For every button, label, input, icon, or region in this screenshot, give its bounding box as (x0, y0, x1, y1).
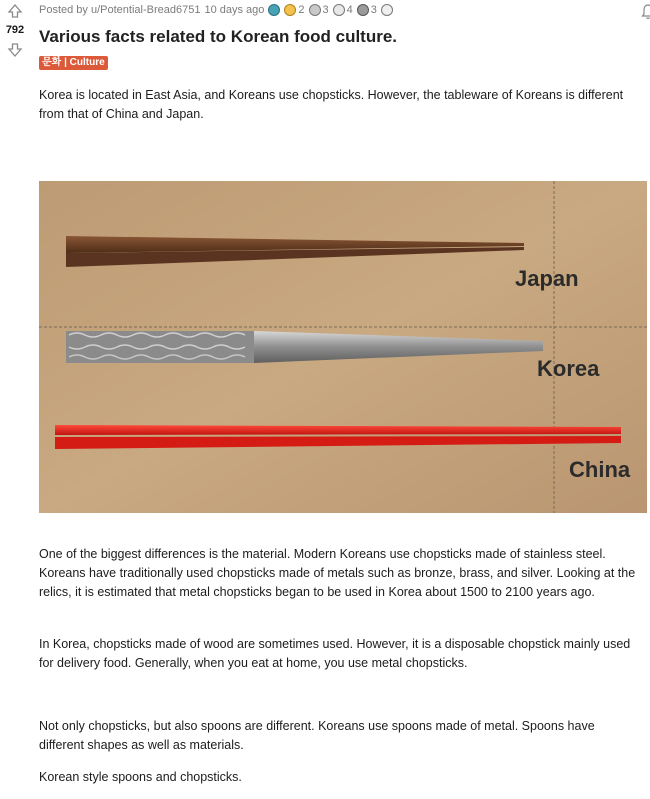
wholesome-award-icon (309, 4, 321, 16)
label-japan: Japan (515, 266, 579, 291)
award-count: 4 (346, 4, 353, 16)
award-4[interactable] (333, 4, 353, 16)
bell-icon (641, 4, 650, 20)
post-paragraph-2: One of the biggest differences is the material. Modern Koreans use chopsticks made of stainless steel. Koreans have traditionally used chopsticks made of metals such as bronze, brass, and silver. Looking at the relics, it is estimated that metal chopsticks began to be used in Korea about 1500 to 2100 years ago. (39, 547, 636, 599)
vote-count: 792 (5, 24, 25, 36)
silver-award-icon (333, 4, 345, 16)
post-paragraph-4: Not only chopsticks, but also spoons are different. Koreans use spoons made of metal. Spoons have different shapes as well as materials. (39, 719, 595, 752)
post-paragraph-3: In Korea, chopsticks made of wood are sometimes used. However, it is a disposable chopstick mainly used for delivery food. Generally, when you eat at home, you use metal chopsticks. (39, 637, 631, 670)
award-6[interactable] (381, 4, 393, 16)
gold-award-icon (284, 4, 296, 16)
post-meta (39, 4, 393, 16)
post-title[interactable]: Various facts related to Korean food culture. (39, 27, 398, 46)
downvote-button[interactable] (4, 39, 26, 61)
downvote-arrow-icon (7, 42, 23, 58)
label-korea: Korea (537, 356, 600, 381)
post-flair[interactable]: 문화 | Culture (39, 56, 108, 70)
award-count: 3 (322, 4, 329, 16)
notification-bell-button[interactable] (641, 4, 650, 25)
vote-column (0, 0, 30, 61)
chopsticks-photo (39, 181, 647, 513)
award-5[interactable] (357, 4, 377, 16)
upvote-arrow-icon (7, 3, 23, 19)
helpful-award-icon (268, 4, 280, 16)
award-3[interactable] (309, 4, 329, 16)
post-paragraph-1: Korea is located in East Asia, and Koreans use chopsticks. However, the tableware of Koreans is different from that of China and Japan. (39, 88, 624, 121)
posted-by-link[interactable]: Posted by u/Potential-Bread6751 (39, 4, 201, 16)
award-count: 3 (370, 4, 377, 16)
chopsticks-comparison-image[interactable] (39, 181, 647, 513)
coin-award-icon (357, 4, 369, 16)
award-count: 2 (298, 4, 305, 16)
post-age: 10 days ago (204, 4, 265, 16)
post-paragraph-5: Korean style spoons and chopsticks. (39, 770, 242, 784)
hugz-award-icon (381, 4, 393, 16)
award-2[interactable] (284, 4, 304, 16)
award-1[interactable] (268, 4, 280, 16)
upvote-button[interactable] (4, 0, 26, 22)
label-china: China (569, 457, 631, 482)
